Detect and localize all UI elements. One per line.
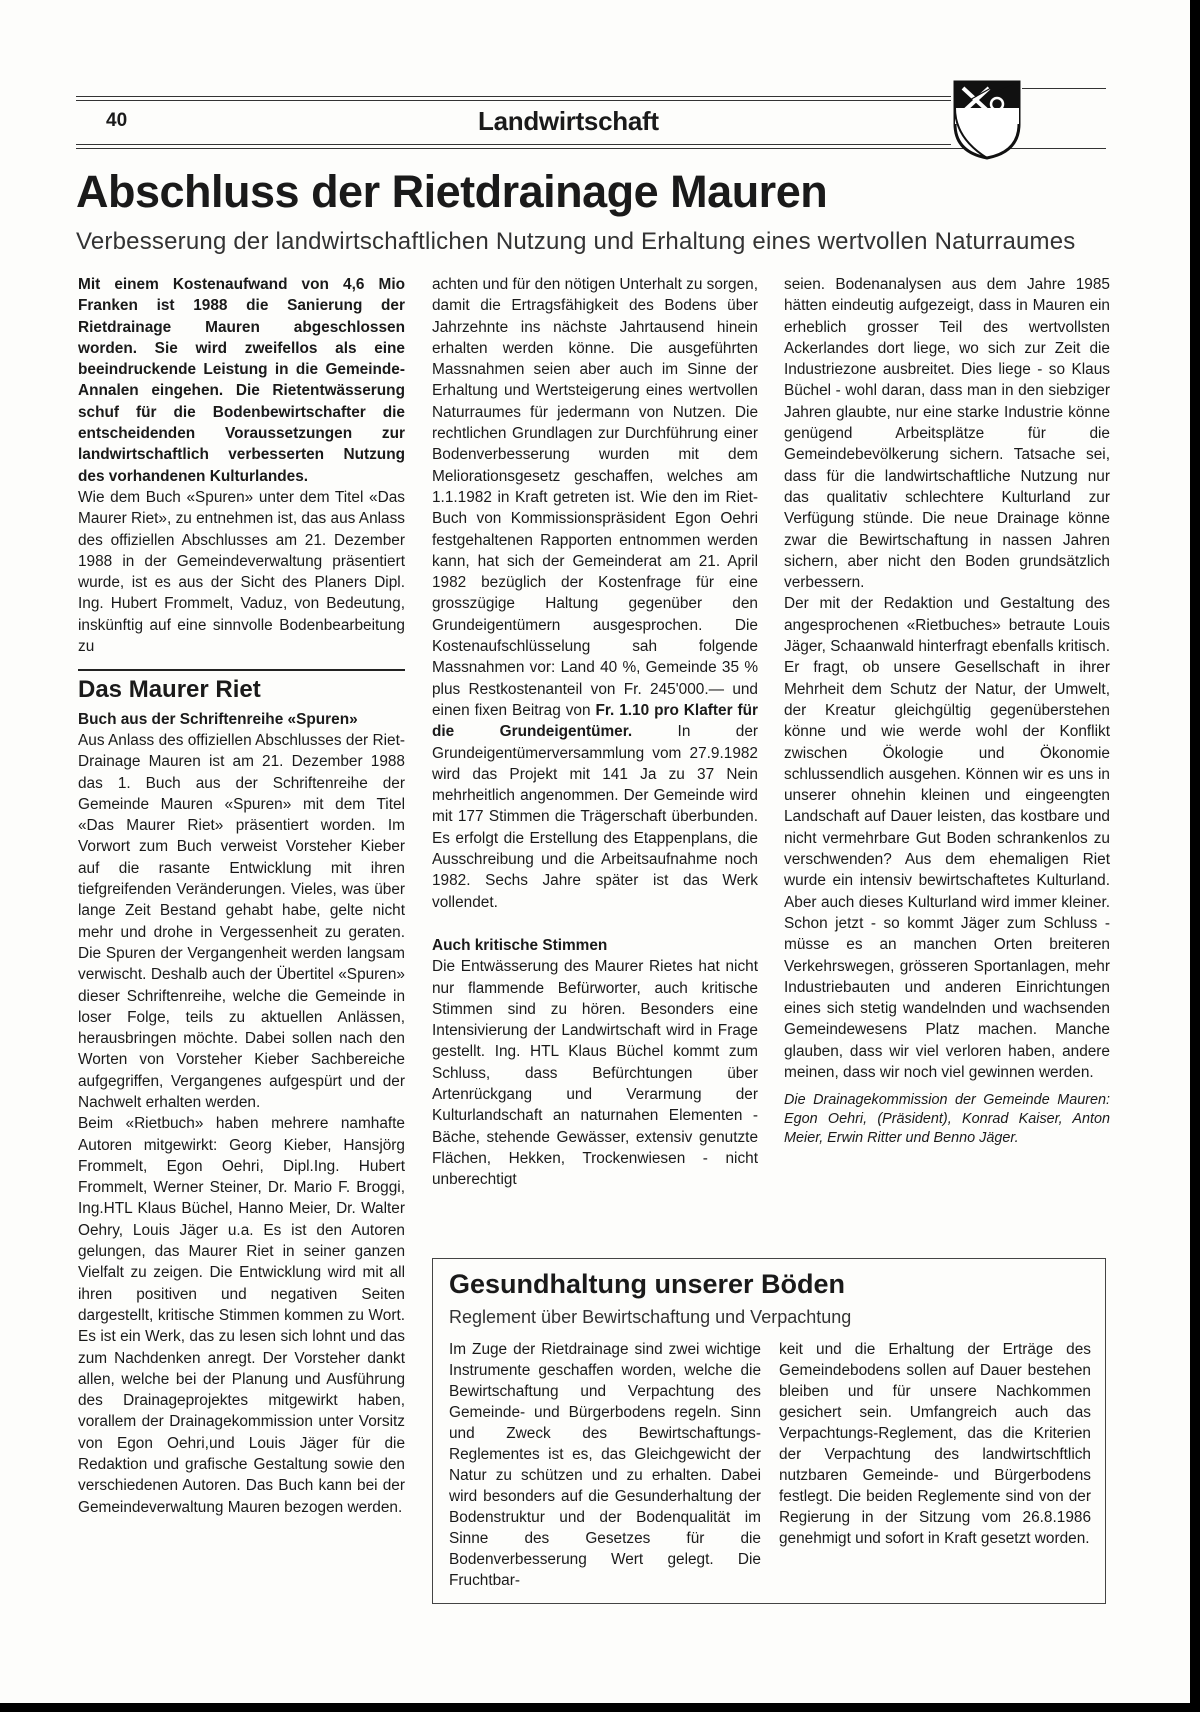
section-title: Landwirtschaft [478,106,659,136]
info-box [432,1258,1106,1604]
paragraph: Im Zuge der Rietdrainage sind zwei wichtige Instrumente geschaffen worden, welche die Bewirtschaftung und Verpachtung des Gemeinde- und Bürgerbodens regeln. Sinn und Zweck des Bewirtschaftungs-Reglementes ist es, das Gleichgewicht der Natur zu schützen und zu erhalten. Dabei wird besonders auf die Gesunderhaltung der Bodenstruktur und der Bodenqualität im Sinne des Gesetzes für die Bodenverbesserung Wert gelegt. Die Fruchtbar- [449,1341,761,1589]
municipal-crest-icon [951,78,1023,160]
paragraph [432,274,758,913]
article-lead: Mit einem Kostenaufwand von 4,6 Mio Franken ist 1988 die Sanierung der Rietdrainage Mauren abgeschlossen worden. Sie wird zweifellos als eine beeindruckende Leistung in die Gemeinde-Annalen eingehen. Die Rietentwässerung schuf für die Bodenbewirtschafter die entscheidenden Voraussetzungen zur landwirtschaftlich verbesserten Nutzung des vorhandenen Kulturlandes. [78,276,405,485]
column-2 [432,274,758,1190]
header-rule-bottom [76,144,951,145]
photo-caption: Die Drainagekommission der Gemeinde Mauren: Egon Oehri, (Präsident), Konrad Kaiser, Anton Meier, Erwin Ritter und Benno Jäger. [784,1092,1110,1147]
header-rule-right [1022,88,1106,89]
section-heading: Das Maurer Riet [78,676,261,704]
header-rule-top [76,96,951,97]
box-column-2 [779,1339,1091,1549]
bold-phrase: Fr. 1.10 pro Klafter für die Grundeigentümer. [432,701,759,741]
sub-heading: Buch aus der Schriftenreihe «Spuren» [78,710,358,728]
column-1 [78,274,405,1518]
paragraph: seien. Bodenanalysen aus dem Jahre 1985 hätten eindeutig aufgezeigt, dass in Mauren ein erheblich grosser Teil des wertvollsten Ackerlandes dort liege, wo sich zur Zeit die Industriezone ausbreitet. Dies liege - so Klaus Büchel - wohl daran, dass man in den siebziger Jahren glaubte, nur eine starke Industrie könne genügend Arbeitsplätze für die Gemeindebevölkerung sichern. Tatsache sei, dass für die landwirtschaftliche Nutzung nur das qualitativ schlechtere Kulturland zur Verfügung stünde. Die neue Drainage könne zwar die Bewirtschaftung in nassen Jahren sichern, aber nicht den Boden grundsätzlich verbessern. [784,276,1110,592]
sub-heading: Auch kritische Stimmen [432,936,608,954]
article-title: Abschluss der Rietdrainage Mauren [76,166,828,217]
paragraph: Beim «Rietbuch» haben mehrere namhafte Autoren mitgewirkt: Georg Kieber, Hansjörg Frommelt, Egon Oehri, Dipl.Ing. Hubert Frommelt, Werner Steiner, Dr. Mario F. Broggi, Ing.HTL Klaus Büchel, Hanno Meier, Dr. Walter Oehry, Louis Jäger u.a. Es ist den Autoren gelungen, das Maurer Riet in seiner ganzen Vielfalt zu zeigen. Die Entwicklung wird mit all ihren positiven und negativen Seiten dargestellt, kritische Stimmen kommen zu Wort. Es ist ein Werk, das zu lesen sich lohnt und das zum Nachdenken anregt. Der Vorsteher dankt allen, welche bei der Planung und Ausführung des Drainageprojektes mitgewirkt haben, vorallem der Drainagekommission unter Vorsitz von Egon Oehri,und Louis Jäger für die Redaktion und grafische Gestaltung sowie den verschiedenen Autoren. Das Buch kann bei der Gemeindeverwaltung Mauren bezogen werden. [78,1115,405,1516]
column-3 [784,274,1110,1148]
section-divider [78,669,405,671]
paragraph: keit und die Erhaltung der Erträge des Gemeindebodens sollen auf Dauer bestehen bleiben und für unsere Nachkommen gesichert sein. Umfangreich auch das Verpachtungs-Reglement, das die Kriterien der Verpachtung des landwirtschftlich nutzbaren Gemeinde- und Bürgerbodens festlegt. Die beiden Reglemente sind von der Regierung in der Sitzung vom 26.8.1986 genehmigt und sofort in Kraft gesetzt worden. [779,1341,1091,1547]
paragraph-text: achten und für den nötigen Unterhalt zu sorgen, damit die Ertragsfähigkeit des Bodens über Jahrzehnte ins nächste Jahrtausend hinein erhalten werden könne. Die ausgeführten Massnahmen seien aber auch im Sinne der Erhaltung und Wertsteigerung eines wertvollen Naturraumes für jedermann von Nutzen. Die rechtlichen Grundlagen zur Durchführung einer Bodenverbesserung wurden mit dem Meliorationsgesetz geschaffen, welches am 1.1.1982 in Kraft getreten ist. Wie den im Riet-Buch von Kommissionspräsident Egon Oehri festgehaltenen Rapporten entnommen werden kann, hat sich der Gemeinderat am 21. April 1982 bezüglich der Kostenfrage für eine grosszügige Haltung gegenüber den Grundeigentümern ausgesprochen. Die Kostenaufschlüsselung sah folgende Massnahmen vor: Land 40 %, Gemeinde 35 % plus Restkostenanteil von Fr. 245'000.— und einen fixen Beitrag von [432,276,758,719]
header-rule-top-2 [76,100,951,101]
article-subtitle: Verbesserung der landwirtschaftlichen Nutzung und Erhaltung eines wertvollen Naturraumes [76,228,1076,255]
paragraph-text: In der Grundeigentümerversammlung vom 27.9.1982 wird das Projekt mit 141 Ja zu 37 Nein mehrheitlich angenommen. Der Gemeinde wird mit 177 Stimmen die Trägerschaft überbunden. Es erfolgt die Erstellung des Etappenplans, die Ausschreibung und die Arbeitsaufnahme noch 1982. Sechs Jahre später ist das Werk vollendet. [432,723,759,911]
page-number: 40 [106,110,128,131]
box-title: Gesundhaltung unserer Böden [449,1269,846,1299]
box-column-1 [449,1339,761,1591]
box-subtitle: Reglement über Bewirtschaftung und Verpachtung [449,1307,852,1327]
paragraph: Aus Anlass des offiziellen Abschlusses der Riet-Drainage Mauren ist am 21. Dezember 1988 das 1. Buch aus der Schriftenreihe der Gemeinde Mauren «Spuren» mit dem Titel «Das Maurer Riet» präsentiert worden. Im Vorwort zum Buch verweist Vorsteher Kieber auf die rasante Entwicklung mit ihren tiefgreifenden Veränderungen. Vieles, was über lange Zeit Bestand gehabt habe, gelte nicht mehr und drohe in Vergessenheit zu geraten. Die Spuren der Vergangenheit werden langsam verwischt. Deshalb auch der Übertitel «Spuren» dieser Schriftenreihe, welche die Gemeinde in loser Folge, teils zu aktuellen Anlässen, herausbringen möchte. Dabei sollen nach den Worten von Vorsteher Kieber Sachbereiche aufgegriffen, Vergangenes aufgespürt und der Nachwelt erhalten werden. [78,731,405,1111]
page-header [76,88,1108,154]
paragraph: Wie dem Buch «Spuren» unter dem Titel «Das Maurer Riet», zu entnehmen ist, das aus Anlass des offiziellen Abschlusses am 21. Dezember 1988 in der Gemeindeverwaltung präsentiert wurde, ist es aus der Sicht des Planers Dipl. Ing. Hubert Frommelt, Vaduz, von Bedeutung, inskünftig auf eine sinnvolle Bodenbearbeitung zu [78,488,405,656]
paragraph: Der mit der Redaktion und Gestaltung des angesprochenen «Rietbuches» betraute Louis Jäger, Schaanwald hinterfragt ebenfalls kritisch. Er fragt, ob unsere Gesellschaft in ihrer Mehrheit dem Schutz der Natur, der Umwelt, der Kreatur gleichgültig gegenüberstehen könne und wie werde wohl der Konflikt zwischen Ökologie und Ökonomie schlussendlich ausgehen. Können wir es uns in unserer ohnehin kleinen und eingeengten Landschaft auf Dauer leisten, das kostbare und nicht vermehrbare Gut Boden schrankenlos zu verschwenden? Aus dem ehemaligen Riet wurde ein intensiv bewirtschaftetes Kulturland. Aber auch dieses Kulturland wird immer kleiner. Schon jetzt - so kommt Jäger zum Schluss - müsse es an manchen Orten breiteren Verkehrswegen, grösseren Sportanlagen, mehr Industriebauten und anderen Einrichtungen eines sich stetig wandelnden und wachsenden Gemeindewesens Platz machen. Manche glauben, dass wir viel verloren haben, andere meinen, dass wir noch viel gewinnen werden. [784,595,1110,1081]
paragraph: Die Entwässerung des Maurer Rietes hat nicht nur flammende Befürworter, auch kritische Stimmen sind zu hören. Besonders eine Intensivierung der Landwirtschaft wird in Frage gestellt. Ing. HTL Klaus Büchel kommt zum Schluss, dass Befürchtungen über Artenrückgang und Verarmung der Kulturlandschaft an naturnahen Elementen - Bäche, stehende Gewässer, extensiv genutzte Flächen, Hekken, Trockenwiesen - nicht unberechtigt [432,958,758,1189]
